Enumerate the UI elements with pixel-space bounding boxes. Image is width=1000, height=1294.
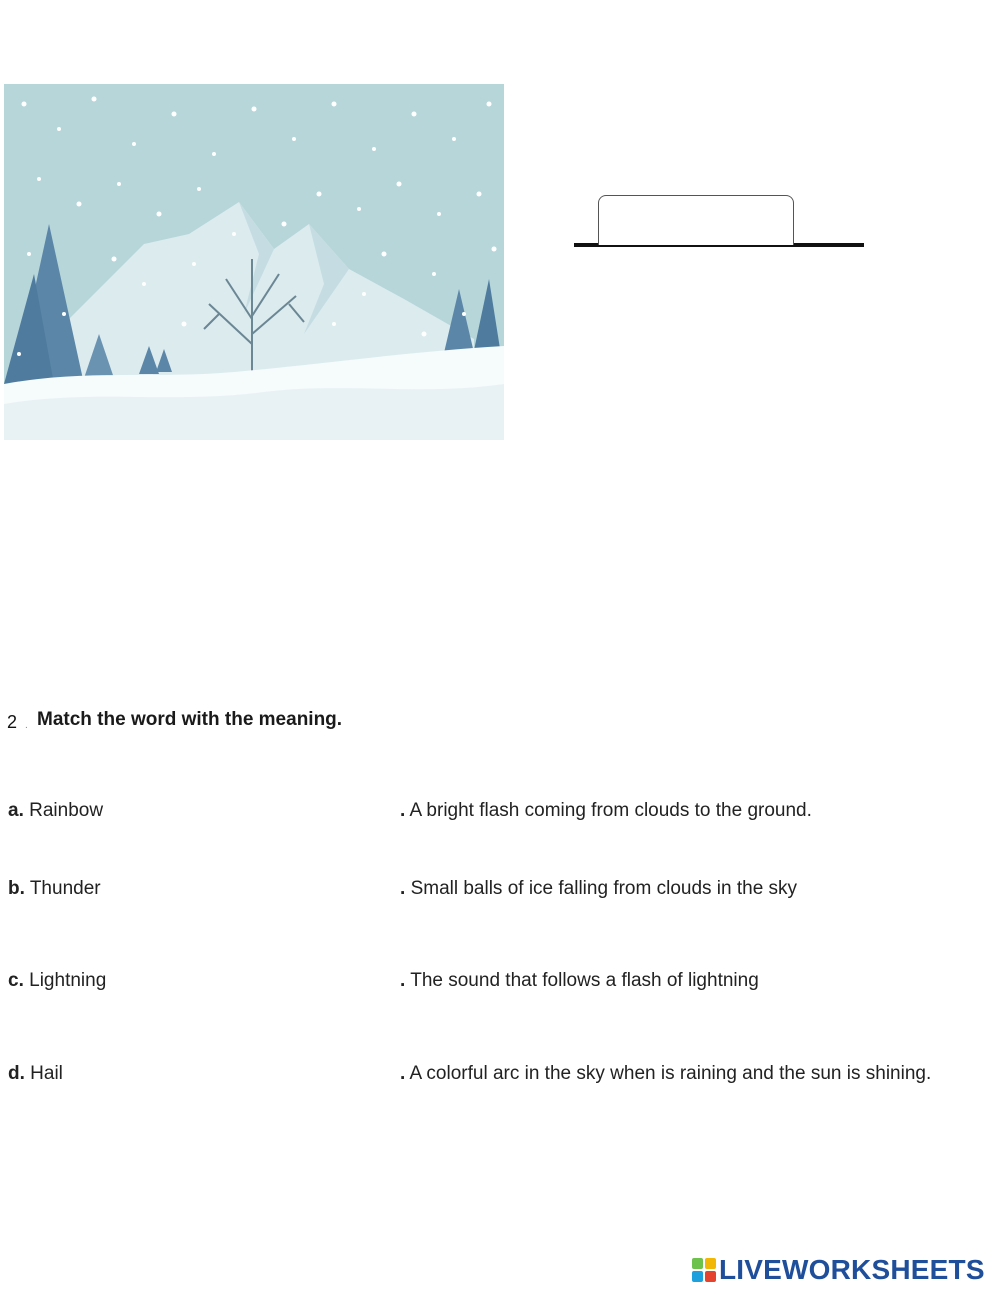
meaning-bullet: . xyxy=(400,1063,406,1084)
meaning-text: The sound that follows a flash of lightning xyxy=(410,970,759,991)
meaning-bullet: . xyxy=(400,970,406,991)
meaning-bullet: . xyxy=(400,800,406,821)
meaning-item-3[interactable] xyxy=(400,970,759,992)
meaning-text: Small balls of ice falling from clouds in the sky xyxy=(410,878,798,899)
meaning-text: A colorful arc in the sky when is raining and the sun is shining. xyxy=(409,1063,932,1084)
logo-blocks-icon xyxy=(692,1258,716,1282)
word-item-d xyxy=(8,1063,63,1085)
word-text: Rainbow xyxy=(29,800,104,821)
liveworksheets-logo xyxy=(692,1254,985,1286)
meaning-bullet: . xyxy=(400,878,406,899)
word-letter: c. xyxy=(8,970,24,991)
word-text: Hail xyxy=(30,1063,63,1084)
meaning-item-1[interactable] xyxy=(400,800,812,822)
word-item-a xyxy=(8,800,103,822)
word-text: Lightning xyxy=(29,970,107,991)
word-item-b xyxy=(8,878,101,900)
logo-text: LIVEWORKSHEETS xyxy=(719,1254,985,1285)
question-title: Match the word with the meaning. xyxy=(37,709,343,730)
meaning-text: A bright flash coming from clouds to the ground. xyxy=(409,800,812,821)
word-letter: a. xyxy=(8,800,24,821)
number-separator: . xyxy=(25,720,28,731)
word-letter: b. xyxy=(8,878,25,899)
question-number xyxy=(7,712,28,733)
question-number-text: 2 xyxy=(7,712,18,732)
meaning-item-2[interactable] xyxy=(400,878,797,900)
winter-landscape-image xyxy=(4,84,504,440)
word-text: Thunder xyxy=(29,878,101,899)
answer-input[interactable] xyxy=(598,195,794,245)
word-letter: d. xyxy=(8,1063,25,1084)
word-item-c xyxy=(8,970,106,992)
meaning-item-4[interactable] xyxy=(400,1063,931,1085)
